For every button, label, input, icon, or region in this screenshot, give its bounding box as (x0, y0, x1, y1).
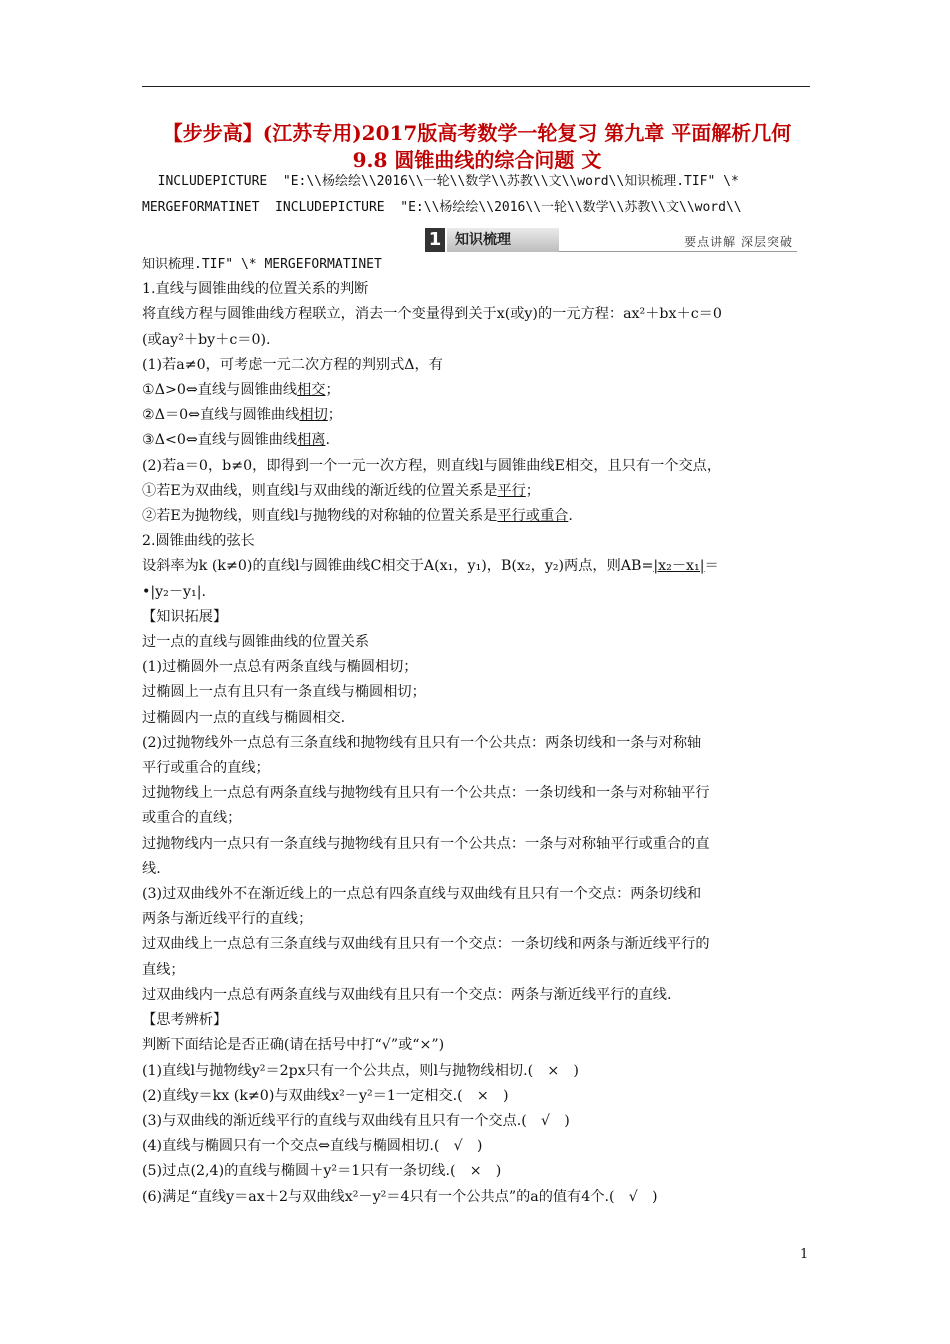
field-code-line: MERGEFORMATINET INCLUDEPICTURE "E:\\杨绘绘\\2016\\一轮\\数学\\苏教\\文\\word\\ (142, 200, 742, 215)
banner-number: 1 (425, 228, 445, 252)
banner-label: 知识梳理 (447, 228, 559, 252)
question-item: (5)过点(2,4)的直线与椭圆＋y²＝1只有一条切线.( × ) (142, 1163, 502, 1180)
question-item: (2)直线y＝kx (k≠0)与双曲线x²－y²＝1一定相交.( × ) (142, 1087, 509, 1104)
field-code-line: INCLUDEPICTURE "E:\\杨绘绘\\2016\\一轮\\数学\\苏教\\文\\word\\知识梳理.TIF" \* (142, 174, 739, 189)
paragraph: 过抛物线上一点总有两条直线与抛物线有且只有一个公共点：一条切线和一条与对称轴平行 (142, 785, 710, 802)
paragraph: 平行或重合的直线； (142, 760, 270, 777)
section-heading: 【思考辨析】 (142, 1012, 228, 1029)
question-item: (4)直线与椭圆只有一个交点⇔直线与椭圆相切.( √ ) (142, 1138, 483, 1155)
paragraph: 判断下面结论是否正确(请在括号中打“√”或“×”) (142, 1037, 445, 1054)
question-item: (3)与双曲线的渐近线平行的直线与双曲线有且只有一个交点.( √ ) (142, 1112, 570, 1129)
paragraph: (2)若a＝0，b≠0，即得到一个一元一次方程，则直线l与圆锥曲线E相交，且只有一个交点， (142, 457, 722, 474)
paragraph: ①若E为双曲线，则直线l与双曲线的渐近线的位置关系是平行； (142, 482, 540, 499)
paragraph: 过双曲线上一点总有三条直线与双曲线有且只有一个交点：一条切线和两条与渐近线平行的 (142, 936, 710, 953)
paragraph: (1)若a≠0，可考虑一元二次方程的判别式Δ，有 (142, 356, 443, 373)
paragraph: (或ay²＋by＋c＝0). (142, 331, 271, 348)
paragraph: ②Δ＝0⇔直线与圆锥曲线相切； (142, 407, 342, 424)
paragraph: (1)过椭圆外一点总有两条直线与椭圆相切； (142, 659, 418, 676)
section-heading: 【知识拓展】 (142, 608, 228, 625)
answer-blank: 平行或重合 (497, 508, 569, 525)
document-title: 【步步高】(江苏专用)2017版高考数学一轮复习 第九章 平面解析几何 9.8 圆锥曲线的综合问题 文 (162, 121, 792, 172)
paragraph: 将直线方程与圆锥曲线方程联立，消去一个变量得到关于x(或y)的一元方程：ax²＋bx＋c＝0 (142, 306, 722, 323)
section-heading: 1.直线与圆锥曲线的位置关系的判断 (142, 281, 369, 298)
paragraph: 直线； (142, 961, 185, 978)
paragraph: ③Δ<0⇔直线与圆锥曲线相离. (142, 432, 330, 449)
paragraph: ②若E为抛物线，则直线l与抛物线的对称轴的位置关系是平行或重合. (142, 508, 573, 525)
paragraph: 过抛物线内一点只有一条直线与抛物线有且只有一个公共点：一条与对称轴平行或重合的直 (142, 835, 710, 852)
answer-blank: 相交 (297, 382, 326, 399)
answer-blank: 相切 (299, 407, 328, 424)
paragraph: •|y₂－y₁|. (142, 583, 207, 600)
paragraph: 或重合的直线； (142, 810, 242, 827)
paragraph: 过一点的直线与圆锥曲线的位置关系 (142, 634, 370, 651)
answer-blank: 平行 (497, 482, 526, 499)
paragraph: 线. (142, 860, 161, 877)
question-item: (1)直线l与抛物线y²＝2px只有一个公共点，则l与抛物线相切.( × ) (142, 1062, 579, 1079)
paragraph: (3)过双曲线外不在渐近线上的一点总有四条直线与双曲线有且只有一个交点：两条切线和 (142, 886, 702, 903)
paragraph: 设斜率为k (k≠0)的直线l与圆锥曲线C相交于A(x₁，y₁)，B(x₂，y₂)两点，则AB=|x₂－x₁|＝ (142, 558, 719, 575)
question-item: (6)满足“直线y＝ax＋2与双曲线x²－y²＝4只有一个公共点”的a的值有4个.( √ ) (142, 1188, 658, 1205)
page-number: 1 (800, 1247, 809, 1262)
paragraph: 过椭圆内一点的直线与椭圆相交. (142, 709, 346, 726)
section-heading: 2.圆锥曲线的弦长 (142, 533, 255, 550)
paragraph: ①Δ>0⇔直线与圆锥曲线相交； (142, 382, 340, 399)
section-banner (425, 228, 797, 254)
answer-blank: |x₂－x₁| (653, 558, 705, 575)
paragraph: 过双曲线内一点总有两条直线与双曲线有且只有一个交点：两条与渐近线平行的直线. (142, 986, 672, 1003)
paragraph: 过椭圆上一点有且只有一条直线与椭圆相切； (142, 684, 426, 701)
answer-blank: 相离 (297, 432, 326, 449)
document-body (142, 252, 814, 1210)
paragraph: (2)过抛物线外一点总有三条直线和抛物线有且只有一个公共点：两条切线和一条与对称轴 (142, 734, 702, 751)
field-code-line: 知识梳理.TIF" \* MERGEFORMATINET (142, 257, 382, 272)
header-rule (142, 86, 810, 87)
paragraph: 两条与渐近线平行的直线； (142, 911, 313, 928)
banner-subtitle: 要点讲解 深层突破 (684, 235, 793, 249)
